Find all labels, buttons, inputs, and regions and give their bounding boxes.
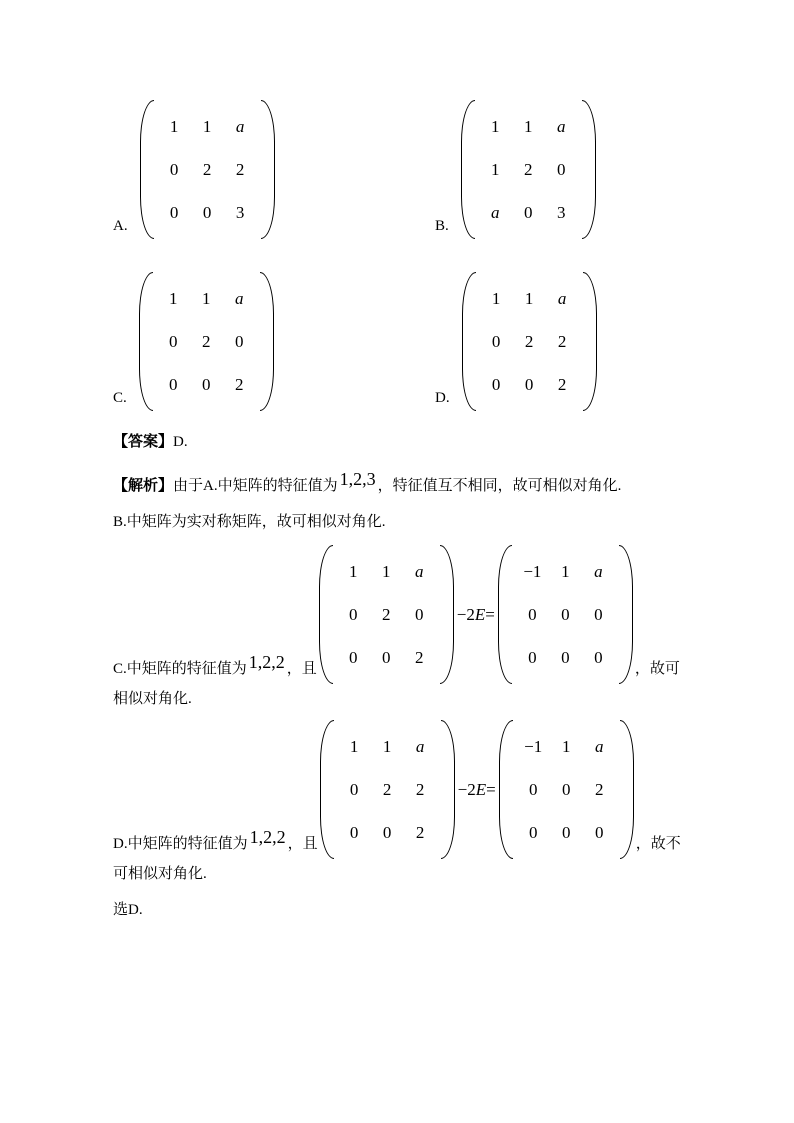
minus-2e-equals xyxy=(457,600,495,630)
matrix-cell: 0 xyxy=(202,202,212,222)
matrix-cell: 0 xyxy=(235,331,244,351)
right-paren xyxy=(582,100,596,239)
matrix-cell: 2 xyxy=(524,331,534,351)
matrix-cell: 0 xyxy=(561,822,571,842)
op-identity-e: E xyxy=(475,779,487,799)
answer-line xyxy=(113,425,686,459)
left-paren xyxy=(140,100,154,239)
matrix-cell: 1 xyxy=(524,116,533,136)
matrix-cell: 2 xyxy=(415,779,425,799)
item-d-matrix2 xyxy=(499,720,634,859)
option-c-matrix xyxy=(139,272,274,411)
left-paren xyxy=(139,272,153,411)
item-c-pre: C.中矩阵的特征值为 xyxy=(113,661,247,677)
eigenvalues-c: 1,2,2 xyxy=(248,652,285,672)
item-c-matrix2 xyxy=(498,545,633,684)
op-equals: = xyxy=(485,604,495,624)
matrix-cell: 1 xyxy=(491,288,501,308)
matrix-grid xyxy=(334,720,441,859)
matrix-cell: 2 xyxy=(557,331,567,351)
item-c-wrap: 相似对角化. xyxy=(113,691,192,707)
matrix-cell: 0 xyxy=(594,604,603,624)
option-b-label: B. xyxy=(435,218,449,234)
item-c-expression xyxy=(319,545,633,684)
analysis-item-d xyxy=(113,720,686,889)
matrix-cell: 0 xyxy=(561,779,571,799)
matrix-cell: 2 xyxy=(235,374,244,394)
matrix-cell: 0 xyxy=(169,374,178,394)
matrix-cell: a xyxy=(594,736,604,756)
matrix-cell: 3 xyxy=(235,202,245,222)
matrix-cell: −1 xyxy=(523,561,542,581)
matrix-cell: 2 xyxy=(415,822,425,842)
matrix-cell: a xyxy=(415,736,425,756)
left-paren xyxy=(499,720,513,859)
matrix-cell: 1 xyxy=(349,561,358,581)
left-paren xyxy=(498,545,512,684)
matrix-cell: −1 xyxy=(524,736,543,756)
matrix-cell: 1 xyxy=(491,116,500,136)
option-b-matrix xyxy=(461,100,596,239)
option-a xyxy=(113,100,435,239)
matrix-cell: 1 xyxy=(382,736,392,756)
analysis-a-pre: 由于A.中矩阵的特征值为 xyxy=(173,478,338,494)
option-a-matrix xyxy=(140,100,275,239)
matrix-cell: 0 xyxy=(202,374,211,394)
matrix-cell: 2 xyxy=(235,159,245,179)
matrix-cell: 0 xyxy=(561,647,570,667)
op-equals: = xyxy=(486,779,496,799)
item-d-wrap: 可相似对角化. xyxy=(113,866,207,882)
matrix-cell: 0 xyxy=(491,331,501,351)
option-c-label: C. xyxy=(113,390,127,406)
item-c-post: ，故可 xyxy=(634,661,680,677)
op-identity-e: E xyxy=(474,604,486,624)
left-paren xyxy=(462,272,476,411)
right-paren xyxy=(583,272,597,411)
matrix-cell: 0 xyxy=(349,647,358,667)
option-a-label: A. xyxy=(113,218,128,234)
item-d-mid: ，且 xyxy=(287,836,318,852)
right-paren xyxy=(619,545,633,684)
matrix-cell: a xyxy=(557,116,566,136)
matrix-cell: a xyxy=(557,288,567,308)
matrix-cell: 2 xyxy=(202,331,211,351)
right-paren xyxy=(261,100,275,239)
conclusion-line: 选D. xyxy=(113,902,143,918)
matrix-grid xyxy=(333,545,440,684)
matrix-cell: a xyxy=(235,116,245,136)
right-paren xyxy=(260,272,274,411)
right-paren xyxy=(441,720,455,859)
matrix-cell: 0 xyxy=(594,647,603,667)
eigenvalues-a: 1,2,3 xyxy=(339,469,376,489)
matrix-cell: 0 xyxy=(349,779,359,799)
matrix-cell: 2 xyxy=(202,159,212,179)
left-paren xyxy=(319,545,333,684)
matrix-cell: 0 xyxy=(169,202,179,222)
option-c xyxy=(113,272,435,411)
matrix-cell: a xyxy=(491,202,500,222)
option-d-label: D. xyxy=(435,390,450,406)
matrix-cell: 0 xyxy=(524,374,534,394)
option-d xyxy=(435,272,597,411)
eigenvalues-d: 1,2,2 xyxy=(249,827,286,847)
matrix-grid xyxy=(513,720,620,859)
item-d-post: ，故不 xyxy=(635,836,681,852)
right-paren xyxy=(440,545,454,684)
matrix-cell: 0 xyxy=(169,159,179,179)
item-d-pre: D.中矩阵的特征值为 xyxy=(113,836,248,852)
item-c-mid: ，且 xyxy=(286,661,317,677)
matrix-cell: 0 xyxy=(557,159,566,179)
matrix-cell: 0 xyxy=(524,202,533,222)
matrix-cell: 0 xyxy=(491,374,501,394)
matrix-cell: 2 xyxy=(382,604,391,624)
matrix-cell: 2 xyxy=(557,374,567,394)
matrix-cell: 2 xyxy=(415,647,424,667)
matrix-cell: 3 xyxy=(557,202,566,222)
matrix-cell: 0 xyxy=(528,647,537,667)
options-row-ab xyxy=(113,100,686,239)
matrix-cell: 1 xyxy=(169,116,179,136)
matrix-cell: 2 xyxy=(382,779,392,799)
matrix-grid xyxy=(475,100,582,239)
matrix-cell: 2 xyxy=(594,779,604,799)
matrix-cell: a xyxy=(235,288,244,308)
matrix-cell: 0 xyxy=(594,822,604,842)
matrix-cell: a xyxy=(594,561,603,581)
matrix-cell: 1 xyxy=(491,159,500,179)
matrix-cell: 0 xyxy=(382,822,392,842)
analysis-line-b: B.中矩阵为实对称矩阵，故可相似对角化. xyxy=(113,514,386,530)
matrix-cell: 0 xyxy=(382,647,391,667)
matrix-cell: 1 xyxy=(561,561,570,581)
left-paren xyxy=(461,100,475,239)
right-paren xyxy=(620,720,634,859)
answer-label: 【答案】 xyxy=(113,434,174,450)
matrix-cell: 1 xyxy=(561,736,571,756)
matrix-cell: 0 xyxy=(528,822,538,842)
matrix-cell: 1 xyxy=(524,288,534,308)
matrix-cell: a xyxy=(415,561,424,581)
matrix-cell: 0 xyxy=(528,779,538,799)
analysis-label: 【解析】 xyxy=(113,478,174,494)
item-c-matrix1 xyxy=(319,545,454,684)
matrix-cell: 0 xyxy=(169,331,178,351)
analysis-line-a xyxy=(113,467,686,503)
op-minus-2: −2 xyxy=(457,779,476,799)
matrix-cell: 1 xyxy=(169,288,178,308)
analysis-item-c xyxy=(113,545,686,714)
matrix-cell: 0 xyxy=(561,604,570,624)
matrix-grid xyxy=(153,272,260,411)
matrix-cell: 1 xyxy=(202,116,212,136)
option-d-matrix xyxy=(462,272,597,411)
matrix-cell: 0 xyxy=(528,604,537,624)
op-minus-2: −2 xyxy=(456,604,475,624)
analysis-a-post: ，特征值互不相同，故可相似对角化. xyxy=(377,478,622,494)
matrix-cell: 2 xyxy=(524,159,533,179)
matrix-grid xyxy=(476,272,583,411)
matrix-cell: 0 xyxy=(349,822,359,842)
minus-2e-equals xyxy=(458,775,496,805)
left-paren xyxy=(320,720,334,859)
options-row-cd xyxy=(113,272,686,411)
item-d-expression xyxy=(320,720,634,859)
matrix-cell: 1 xyxy=(202,288,211,308)
matrix-grid xyxy=(154,100,261,239)
matrix-cell: 0 xyxy=(349,604,358,624)
option-b xyxy=(435,100,596,239)
matrix-cell: 1 xyxy=(382,561,391,581)
item-d-matrix1 xyxy=(320,720,455,859)
matrix-grid xyxy=(512,545,619,684)
matrix-cell: 1 xyxy=(349,736,359,756)
answer-value: D. xyxy=(173,434,188,450)
matrix-cell: 0 xyxy=(415,604,424,624)
